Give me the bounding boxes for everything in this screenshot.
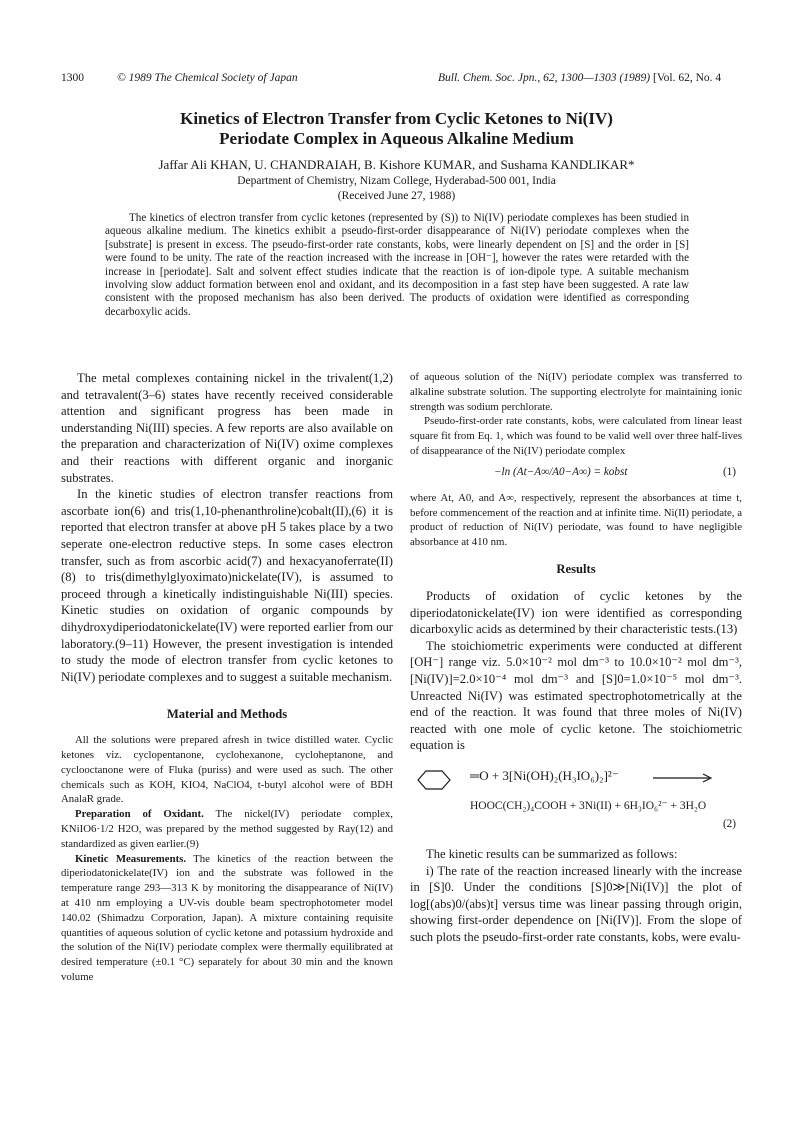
results-paragraph-1: Products of oxidation of cyclic ketones by the diperiodatonickelate(IV) ion were identified as corresponding dicarboxylic acids as determined by their characteristic tests.(13): [410, 588, 742, 637]
page-number: 1300: [61, 72, 84, 84]
equation-2-number: (2): [722, 817, 736, 830]
volume-issue: [Vol. 62, No. 4: [653, 72, 722, 84]
equation-1: [410, 463, 742, 485]
equation-1-body: −ln (At−A∞/A0−A∞) = kobst: [494, 465, 628, 478]
affiliation: Department of Chemistry, Nizam College, Hyderabad-500 001, India: [237, 175, 556, 187]
left-column: [61, 370, 393, 985]
results-heading: Results: [556, 561, 596, 576]
abstract: The kinetics of electron transfer from cyclic ketones (represented by (S)) to Ni(IV) periodate complexes has been studied in aqueous alkaline medium. The kinetics exhibit a pseudo-first-order disappearance of Ni(IV) periodate complexes when the [substrate] is present in excess. The pseudo-first-order rate constants, kobs, were linearly dependent on [S] and the order in [S] were found to be unity. The rate of the reaction increased with the increase in [OH⁻], however the rates were retarded with the increase in [periodate]. Salt and solvent effect studies indicate that the reaction is of ion-dipole type. A suitable mechanism involving slow adduct formation between enol and oxidant, and its decomposition in a fast step have been suggested. A rate law consistent with the proposed mechanism has also been derived. The products of oxidation were identified as corresponding decarboxylic acids.: [105, 212, 689, 318]
received-date: (Received June 27, 1988): [337, 190, 456, 202]
copyright-notice: © 1989 The Chemical Society of Japan: [117, 72, 298, 84]
summary-intro: The kinetic results can be summarized as follows:: [426, 846, 678, 861]
preparation-text: The nickel(IV) periodate complex, KNiIO6·1/2 H2O, was prepared by the method suggested by Ray(12) and standardized as given earlier.(9): [61, 808, 393, 850]
pseudo-first-order-paragraph: Pseudo-first-order rate constants, kobs, were calculated from linear least square fit from Eq. 1, which was found to be valid well over three half-lives of disappearance of the Ni(IV) periodate complex: [410, 415, 742, 457]
methods-paragraph: All the solutions were prepared afresh in twice distilled water. Cyclic ketones viz. cyclopentanone, cyclohexanone, cycloheptanone, and cyclooctanone were of Fluka (puriss) and were used as such. The other chemicals such as KOH, KIO4, NaClO4, t-butyl alcohol were of BDH AnalaR grade.: [61, 734, 393, 806]
stoichiometric-equation: [410, 760, 742, 838]
absorbance-definition-paragraph: where At, A0, and A∞, respectively, represent the absorbances at time t, before commencement of the reaction and at infinite time. Ni(II) periodate, a product of reduction of Ni(IV) periodate, was found to have negligible absorbance at 410 nm.: [410, 491, 742, 549]
article-title-line-1: Kinetics of Electron Transfer from Cyclic Ketones to Ni(IV): [180, 109, 613, 128]
result-case-i: i) The rate of the reaction increased linearly with the increase in [S]0. Under the conditions [S]0≫[Ni(IV)] the plot of log[(abs)0/(abs)t] versus time was linear passing through origin, showing first-order dependence on [Ni(IV)]. From the slope of such plots the pseudo-first-order rate constants, kobs, were evalu-: [410, 863, 742, 944]
preparation-label: Preparation of Oxidant.: [75, 808, 204, 821]
continued-paragraph: of aqueous solution of the Ni(IV) periodate complex was transferred to alkaline substrate solution. The supporting electrolyte for maintaining ionic strength was sodium perchlorate.: [410, 371, 742, 413]
journal-citation: Bull. Chem. Soc. Jpn., 62, 1300—1303 (1989): [438, 72, 651, 84]
cyclohexanone-ring-icon: [414, 768, 470, 792]
reaction-reactants: ═O + 3[Ni(OH)₂(H₃IO₆)₂]²⁻: [470, 767, 619, 783]
results-paragraph-2: The stoichiometric experiments were conducted at different [OH⁻] range viz. 5.0×10⁻² mol dm⁻³ to 10.0×10⁻² mol dm⁻³, [Ni(IV)]=2.0×10⁻⁴ mol dm⁻³ and [S]0=1.0×10⁻⁵ mol dm⁻³. Unreacted Ni(IV) was estimated spectrophotometrically at the end of the reaction. It was found that three moles of Ni(IV) reacted with one mole of cyclic ketone. The stoichiometric equation is: [410, 638, 742, 753]
intro-paragraph-2: In the kinetic studies of electron transfer reactions from ascorbate ion(6) and tris(1,10-phenanthroline)cobalt(II),(6) it is reported that electron transfer at above pH 5 takes place by a two seperate one-electron reductive steps. In some cases electron transfer, such as from ascorbic acid(7) and hexacyanoferrate(II)(8) to tris(dimethylglyoximato)nickelate(IV), is assumed to proceed through a kinetically indistinguishable Ni(III) species. Kinetic studies on oxidation of organic compounds by dihydroxydiperiodatonickelate(IV) were reported earlier from our laboratory.(9–11) However, the present investigation is intended to study the mode of electron transfer from cyclic ketones to Ni(IV) periodate complexes and to suggest a suitable mechanism.: [61, 487, 393, 684]
right-column: [410, 370, 742, 945]
kinetic-label: Kinetic Measurements.: [75, 852, 187, 865]
reaction-products: HOOC(CH₂)₄COOH + 3Ni(II) + 6H₃IO₆²⁻ + 3H₂O: [470, 799, 707, 812]
kinetic-text: The kinetics of the reaction between the diperiodatonickelate(IV) ion and the substrate was followed in the temperature range 293—313 K by monitoring the disappearance of Ni(IV) at 410 nm employing a UV-vis double beam spectrophotometer model 140.02 (Shimadzu Corporation, Japan). A mixture containing requisite quantities of aqueous solution of cyclic ketone and potassium hydroxide and the solution of the Ni(IV) periodate complex were thermally equilibrated at desired temperature (±0.1 °C) separately for about 30 min and the known volume: [61, 852, 394, 984]
kinetic-paragraph: [61, 852, 393, 985]
methods-heading: Material and Methods: [166, 707, 288, 722]
article-title-line-2: Periodate Complex in Aqueous Alkaline Medium: [219, 129, 574, 148]
reaction-arrow-icon: [653, 773, 715, 783]
author-list: Jaffar Ali KHAN, U. CHANDRAIAH, B. Kishore KUMAR, and Sushama KANDLIKAR*: [158, 157, 635, 172]
equation-1-number: (1): [722, 465, 736, 478]
intro-paragraph-1: The metal complexes containing nickel in the trivalent(1,2) and tetravalent(3–6) states have recently received considerable attention and significant progress has been made in understanding Ni(III) species. A few reports are also available on the preparation and characterization of Ni(IV) oxime complexes and their reactions with different organic and inorganic substrates.: [61, 371, 393, 485]
preparation-paragraph: [61, 807, 393, 851]
